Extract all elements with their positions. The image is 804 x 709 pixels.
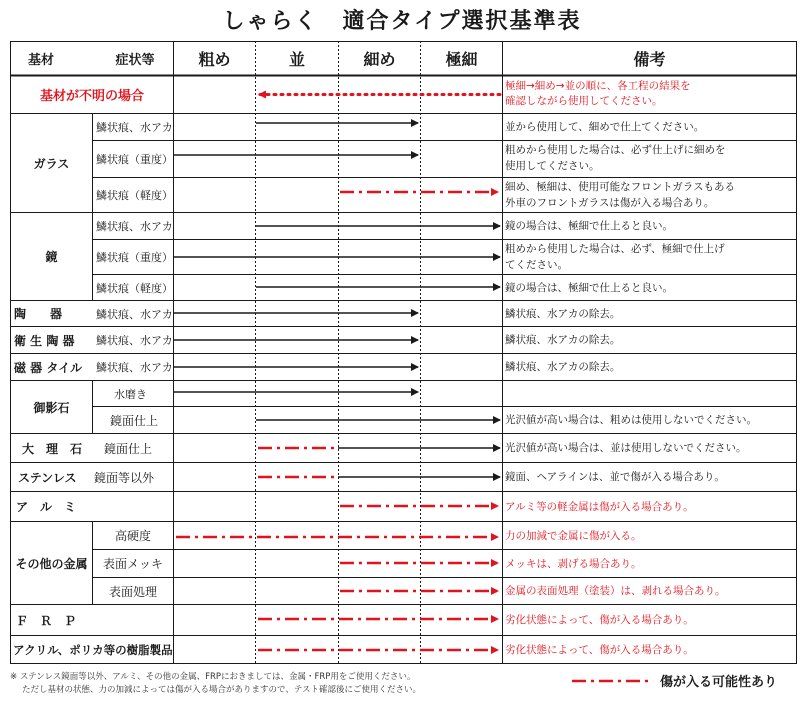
material-mirror: 鏡 [45, 250, 58, 264]
remark-aluminum: アルミ等の軽金属は傷が入る場合あり。 [505, 500, 694, 513]
symptom-tile: 鱗状痕、水アカ [96, 361, 173, 374]
material-other-metal: その他の金属 [15, 556, 88, 571]
remark-tile: 鱗状痕、水アカの除去。 [505, 361, 621, 373]
header-coarse: 粗め [198, 50, 231, 69]
header-medium: 並 [288, 50, 305, 69]
material-marble: 大 理 石 [22, 441, 83, 456]
remark-glass-1: 並から使用して、細めで仕上てください。 [505, 121, 705, 133]
unknown-remark-2: 確認しながら使用してください。 [505, 95, 663, 107]
remark-mirror-1: 鏡の場合は、極細で仕上ると良い。 [505, 220, 673, 232]
legend-label: 傷が入る可能性あり [660, 675, 778, 690]
symptom-glass-1: 鱗状痕、水アカ [96, 121, 173, 134]
remark-glass-2b: 使用してください。 [505, 160, 600, 172]
symptom-sanitary: 鱗状痕、水アカ [96, 334, 173, 347]
remark-mirror-2b: てください。 [505, 259, 568, 271]
symptom-mirror-3: 鱗状痕（軽度） [96, 281, 173, 295]
symptom-glass-3: 鱗状痕（軽度） [96, 189, 173, 202]
remark-granite-mirror: 光沢値が高い場合は、粗めは使用しないでください。 [505, 414, 757, 426]
symptom-hard: 高硬度 [114, 529, 151, 543]
material-frp: Ｆ Ｒ Ｐ [16, 613, 77, 628]
remark-glass-3a: 細め、極細は、使用可能なフロントガラスもある [505, 181, 735, 193]
material-resin: アクリル、ポリカ等の樹脂製品 [13, 642, 173, 657]
symptom-marble: 鏡面仕上 [104, 441, 153, 456]
header-fine: 細め [363, 50, 396, 69]
remark-mirror-3: 鏡の場合は、極細で仕上ると良い。 [505, 281, 673, 294]
remark-mirror-2a: 粗めから使用した場合は、必ず、極細で仕上げ [505, 243, 725, 255]
remark-frp: 劣化状態によって、傷が入る場合あり。 [505, 614, 694, 626]
symptom-mirror-1: 鱗状痕、水アカ [96, 220, 173, 233]
remark-glass-3b: 外車のフロントガラスは傷が入る場合あり。 [505, 197, 715, 209]
material-stainless: ステンレス [18, 470, 77, 485]
remark-hard: 力の加減で金属に傷が入る。 [505, 529, 642, 542]
symptom-plated: 表面メッキ [102, 557, 163, 571]
remark-treated: 金属の表面処理（塗装）は、剥れる場合あり。 [505, 585, 726, 597]
material-glass: ガラス [33, 156, 70, 171]
material-tile: 磁 器 タイル [14, 360, 83, 375]
symptom-granite-1: 水磨き [114, 387, 147, 401]
material-ceramic: 陶 器 [14, 307, 63, 321]
symptom-stainless: 鏡面等以外 [94, 470, 155, 485]
remark-resin: 劣化状態によって、傷が入る場合あり。 [505, 643, 694, 656]
symptom-glass-2: 鱗状痕（重度） [96, 153, 173, 166]
symptom-treated: 表面処理 [108, 584, 157, 599]
remark-glass-2a: 粗めから使用した場合は、必ず仕上げに細めを [505, 144, 726, 156]
symptom-granite-2: 鏡面仕上 [110, 413, 159, 428]
header-symptom: 症状等 [115, 53, 155, 68]
material-aluminum: ア ル ミ [16, 500, 77, 514]
unknown-remark-1: 極細→細め→並の順に、各工程の結果を [505, 80, 691, 92]
unknown-label: 基材が不明の場合 [39, 89, 144, 104]
material-granite: 御影石 [33, 400, 70, 415]
header-material: 基材 [27, 53, 54, 68]
remark-stainless: 鏡面、ヘアラインは、並で傷が入る場合あり。 [505, 471, 725, 483]
footnote-line-2: ただし基材の状態、力の加減によっては傷が入る場合がありますので、テスト確認後にご使用ください。 [22, 685, 421, 695]
remark-plated: メッキは、剥げる場合あり。 [505, 557, 642, 570]
material-sanitary: 衛 生 陶 器 [14, 333, 75, 348]
remark-marble: 光沢値が高い場合は、並は使用しないでください。 [505, 442, 747, 454]
symptom-ceramic: 鱗状痕、水アカ [96, 307, 173, 321]
header-extra-fine: 極細 [445, 50, 478, 69]
remark-sanitary: 鱗状痕、水アカの除去。 [505, 334, 621, 346]
page-title: しゃらく 適合タイプ選択基準表 [222, 9, 582, 34]
header-remarks: 備考 [633, 50, 666, 69]
symptom-mirror-2: 鱗状痕（重度） [96, 251, 173, 264]
footnote-line-1: ※ ステンレス鏡面等以外、アルミ、その他の金属、FRPにおきましては、金属・FRP用をご使用ください。 [10, 672, 416, 682]
remark-ceramic: 鱗状痕、水アカの除去。 [505, 307, 621, 320]
